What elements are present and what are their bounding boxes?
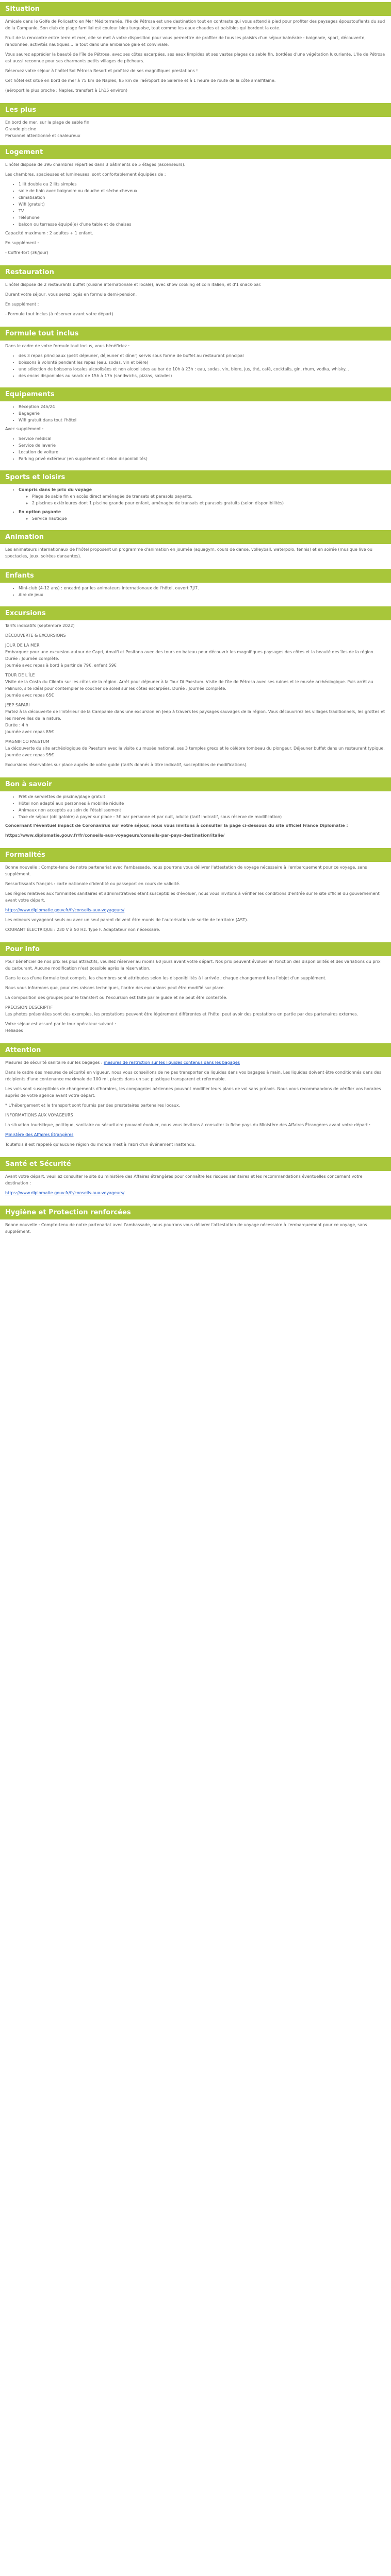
list-item: • boissons à volonté pendant les repas (eau, sodas, vin et bière) (19, 359, 386, 366)
section-title-animation: Animation (0, 530, 391, 544)
excursions-paragraph: DÉCOUVERTE & EXCURSIONS (5, 633, 66, 638)
sports-subtitle: En option payante (19, 510, 61, 514)
section-title-attention: Attention (0, 1043, 391, 1057)
section-title-pourinfo: Pour info (0, 942, 391, 956)
attention-paragraph: Toutefois il est rappelé qu'aucune région du monde n'est à l'abri d'un événement inattendu. (5, 1142, 196, 1147)
list-item (19, 509, 386, 522)
list-item: • salle de bain avec baignoire ou douche et sèche-cheveux (19, 188, 386, 194)
pourinfo-paragraph: La composition des groupes pour le transfert ou l'excursion est faite par le guide et ne peut être contestée. (5, 995, 227, 1000)
pourinfo-paragraph: PRÉCISION DESCRIPTIF Les photos présentées sont des exemples, les prestations peuvent être légèrement différentes et l'hôtel peut avoir des prestations en partie par des partenaires externes. (5, 1005, 359, 1016)
list-item: • Animaux non acceptés au sein de l'établissement (19, 807, 386, 814)
list-item: • Aire de jeux (19, 591, 386, 598)
section-situation (0, 17, 391, 101)
section-title-enfants: Enfants (0, 569, 391, 583)
formalites-paragraph: Bonne nouvelle : Compte-tenu de notre partenariat avec l'ambassade, nous pourrons vous délivrer l'attestation de voyage nécessaire à l'embarquement pour ce voyage, sans supplément. (5, 865, 367, 876)
list-item: • balcon ou terrasse équipé(e) d'une table et de chaises (19, 221, 386, 228)
plus-item: Grande piscine (5, 127, 37, 131)
section-title-excursions: Excursions (0, 606, 391, 620)
excursions-paragraph: TOUR DE L'ÎLE Visite de la Costa du Cilento sur les côtes de la région. Arrêt pour déjeuner à la Tour Di Paestum. Visite de l'île de Pétrosa avec ses ruines et le musée archéologique. Puis arrêt au Palinuro, site idéal pour contempler le coucher de soleil sur les côtes escarpées. Durée : Journée complète. Journée avec repas 65€ (5, 673, 373, 698)
excursions-paragraph: Tarifs indicatifs (septembre 2022) (5, 623, 75, 628)
plus-item: Personnel attentionné et chaleureux (5, 133, 80, 138)
sante-paragraph: Avant votre départ, veuillez consulter le site du ministère des Affaires étrangères pour connaître les risques sanitaires et les recommandations éventuelles concernant votre destination : (5, 1174, 363, 1185)
formalites-paragraph: Les mineurs voyageant seuls ou avec un seul parent doivent être munis de l'autorisation de sortie de territoire (AST). (5, 918, 248, 922)
attention-text: Mesures de sécurité sanitaire sur les bagages : (5, 1060, 103, 1065)
formule-list (5, 352, 386, 379)
restauration-paragraph: Durant votre séjour, vous serez logés en formule demi-pension. (5, 292, 137, 297)
section-formule (0, 342, 391, 385)
list-item: • Parking privé extérieur (en supplément et selon disponibilités) (19, 455, 386, 462)
equipements-paragraph: Avec supplément : (5, 427, 44, 431)
section-animation (0, 545, 391, 567)
section-plus (0, 118, 391, 143)
attention-paragraph: INFORMATIONS AUX VOYAGEURS (5, 1113, 73, 1117)
section-formalites (0, 863, 391, 940)
excursions-paragraph: JEEP SAFARI Partez à la découverte de l'intérieur de la Campanie dans une excursion en Jeep à travers les paysages sauvages de la région. Vous découvrirez les villages traditionnels, les grottes et les merveilles de la nature. Durée : 4 h Journée avec repas 85€ (5, 703, 385, 734)
attention-paragraph: Dans le cadre des mesures de sécurité en vigueur, nous vous conseillons de ne pas transporter de liquides dans vos bagages à main. Les liquides doivent être conditionnés dans des récipients d'une contenance maximale de 100 ml, placés dans un sac plastique transparent et refermable. (5, 1070, 382, 1081)
list-item (19, 486, 386, 506)
attention-paragraph: La situation touristique, politique, sanitaire ou sécuritaire pouvant évoluer, nous vous invitons à consulter la fiche pays du Ministère des Affaires Étrangères avant votre départ : (5, 1123, 371, 1127)
section-attention (0, 1058, 391, 1155)
list-item: • Prêt de serviettes de piscine/plage gratuit (19, 793, 386, 800)
logement-paragraph: - Coffre-fort (3€/jour) (5, 250, 48, 255)
section-title-restauration: Restauration (0, 265, 391, 279)
section-logement (0, 160, 391, 263)
bonasavoir-paragraph: Concernant l'éventuel impact de Coronavirus sur votre séjour, nous vous invitons à consulter la page ci-dessous du site officiel France Diplomatie : (5, 823, 348, 828)
bagages-link[interactable]: mesures de restriction sur les liquides contenus dans les bagages (104, 1060, 240, 1065)
list-item: • 1 lit double ou 2 lits simples (19, 181, 386, 188)
list-item: • Mini-club (4-12 ans) : encadré par les animateurs internationaux de l'hôtel, ouvert 7j/7. (19, 585, 386, 591)
sports-sublist (19, 515, 386, 522)
list-item: • Wifi (gratuit) (19, 201, 386, 208)
section-title-formule: Formule tout inclus (0, 327, 391, 341)
section-enfants (0, 584, 391, 604)
section-sports (0, 485, 391, 528)
logement-paragraph: Les chambres, spacieuses et lumineuses, sont confortablement équipées de : (5, 172, 166, 177)
bonasavoir-list (5, 793, 386, 820)
sports-subtitle: Compris dans le prix du voyage (19, 487, 92, 492)
list-item: • Taxe de séjour (obligatoire) à payer sur place : 3€ par personne et par nuit, adulte (tarif indicatif, sous réserve de modification) (19, 814, 386, 820)
list-item: • Téléphone (19, 214, 386, 221)
sports-sublist (19, 493, 386, 506)
animation-paragraph: Les animateurs internationaux de l'hôtel proposent un programme d'animation en journée (aquagym, cours de danse, volleyball, waterpolo, tennis) et en soirée (musique live ou spectacles, jeux, soirées dansantes). (5, 547, 373, 558)
section-restauration (0, 280, 391, 325)
list-item: ◦ 2 piscines extérieures dont 1 piscine grande pour enfant, aménagée de transats et parasols gratuits (selon disponibilités) (32, 500, 386, 506)
list-item: • Service médical (19, 435, 386, 442)
logement-paragraph: Capacité maximum : 2 adultes + 1 enfant. (5, 231, 93, 235)
excursions-paragraph: JOUR DE LA MER Embarquez pour une excursion autour de Capri, Amalfi et Positano avec des tours en bateau pour découvrir les magnifiques paysages des côtes et la beauté des îles de la région. Durée : Journée complète. Journée avec repas à bord à partir de 79€, enfant 59€ (5, 643, 375, 668)
section-sante (0, 1172, 391, 1204)
list-item: • une sélection de boissons locales alcoolisées et non alcoolisées au bar de 10h à 23h : eau, sodas, vin, bière, jus, thé, café, cocktails, gin, rhum, vodka, whisky... (19, 366, 386, 372)
section-title-hygiene: Hygiène et Protection renforcées (0, 1206, 391, 1219)
section-title-sante: Santé et Sécurité (0, 1157, 391, 1171)
equipements-list (5, 403, 386, 423)
affaires-etrangeres-link[interactable]: Ministère des Affaires Étrangères (5, 1132, 74, 1137)
list-item: • TV (19, 208, 386, 214)
formalites-link[interactable]: https://www.diplomatie.gouv.fr/fr/conseils-aux-voyageurs/ (5, 908, 125, 912)
restauration-paragraph: - Formule tout inclus (à réserver avant votre départ) (5, 312, 113, 316)
formalites-paragraph: Les règles relatives aux formalités sanitaires et administratives étant susceptibles d'évoluer, nous vous invitons à vérifier les conditions d'entrée sur le site officiel du gouvernement avant votre départ. (5, 891, 380, 903)
situation-paragraph: Amicale dans le Golfe de Policastro en Mer Méditerranée, l'Ile de Pétrosa est une destination tout en contraste qui vous attend à pied pour profiter des paysages époustouflants du sud de la Campanie. Son club de plage familial est couleur bleu turquoise, tout comme les eaux chaudes et paisibles qui bordent la cote. (5, 19, 385, 30)
section-title-formalites: Formalités (0, 848, 391, 862)
sports-list (5, 486, 386, 522)
situation-paragraph: Fruit de la rencontre entre terre et mer, elle se met à votre disposition pour vous permettre de profiter de tous les plaisirs d'un séjour balnéaire : baignade, sport, découverte, randonnée, activités nautiques... le tout dans une ambiance gaie et conviviale. (5, 36, 366, 47)
attention-paragraph (5, 1059, 386, 1066)
restauration-paragraph: En supplément : (5, 302, 39, 307)
situation-paragraph: Réservez votre séjour à l'hôtel Sol Pétrosa Resort et profitez de ses magnifiques prestations ! (5, 69, 198, 73)
equipements-list-paid (5, 435, 386, 462)
enfants-list (5, 585, 386, 598)
section-pourinfo (0, 957, 391, 1041)
sante-link[interactable]: https://www.diplomatie.gouv.fr/fr/conseils-aux-voyageurs/ (5, 1191, 125, 1195)
formule-paragraph: Dans le cadre de votre formule tout inclus, vous bénéficiez : (5, 344, 130, 348)
excursions-paragraph: Excursions réservables sur place auprès de votre guide (tarifs donnés à titre indicatif, susceptibles de modifications). (5, 762, 248, 767)
list-item: • Service de laverie (19, 442, 386, 449)
logement-paragraph: En supplément : (5, 241, 39, 245)
list-item: ◦ Service nautique (32, 515, 386, 522)
section-bonasavoir (0, 792, 391, 846)
plus-item: En bord de mer, sur la plage de sable fin (5, 120, 90, 125)
pourinfo-paragraph: Nous vous informons que, pour des raisons techniques, l'ordre des excursions peut être modifié sur place. (5, 986, 225, 990)
list-item: • Hôtel non adapté aux personnes à mobilité réduite (19, 800, 386, 807)
attention-paragraph: Les vols sont susceptibles de changements d'horaires, les compagnies aériennes pouvant modifier leurs plans de vol sans préavis. Nous vous recommandons de vérifier vos horaires auprès de votre agence avant votre départ. (5, 1087, 381, 1098)
list-item: • Wifi gratuit dans tout l'hôtel (19, 417, 386, 423)
section-title-bonasavoir: Bon à savoir (0, 777, 391, 791)
section-title-logement: Logement (0, 145, 391, 159)
situation-paragraph: (aéroport le plus proche : Naples, transfert à 1h15 environ) (5, 88, 128, 93)
excursions-paragraph: MAGNIFICO PAESTUM La découverte du site archéologique de Paestum avec la visite du musée national, ses 3 temples grecs et le célèbre tombeau du plongeur. Déjeuner buffet dans un restaurant typique. Journée avec repas 95€ (5, 739, 385, 757)
section-excursions (0, 621, 391, 775)
pourinfo-paragraph: Pour bénéficier de nos prix les plus attractifs, veuillez réserver au moins 60 jours avant votre départ. Nos prix peuvent évoluer en fonction des disponibilités et des variations du prix du carburant. Aucune modification n'est possible après la réservation. (5, 959, 381, 971)
list-item: • climatisation (19, 194, 386, 201)
formalites-paragraph: Ressortissants français : carte nationale d'identité ou passeport en cours de validité. (5, 882, 181, 886)
attention-paragraph: * L'hébergement et le transport sont fournis par des prestataires partenaires locaux. (5, 1103, 181, 1108)
situation-paragraph: Cet hôtel est situé en bord de mer à 75 km de Naples, 85 km de l'aéroport de Salerne et à 1 heure de route de la côte amalfitaine. (5, 78, 276, 83)
list-item: • des 3 repas principaux (petit déjeuner, déjeuner et dîner) servis sous forme de buffet au restaurant principal (19, 352, 386, 359)
list-item: • des encas disponibles au snack de 15h à 17h (sandwichs, pizzas, salades) (19, 372, 386, 379)
hygiene-paragraph: Bonne nouvelle : Compte-tenu de notre partenariat avec l'ambassade, nous pourrons vous délivrer l'attestation de voyage nécessaire à l'embarquement pour ce voyage, sans supplément. (5, 1223, 367, 1234)
section-title-sports: Sports et loisirs (0, 470, 391, 484)
formalites-paragraph: COURANT ÉLECTRIQUE : 230 V à 50 Hz. Type F. Adaptateur non nécessaire. (5, 927, 160, 932)
list-item: ◦ Plage de sable fin en accès direct aménagée de transats et parasols payants. (32, 493, 386, 500)
logement-paragraph: L'hôtel dispose de 396 chambres réparties dans 3 bâtiments de 5 étages (ascenseurs). (5, 162, 186, 167)
situation-paragraph: Vous saurez apprécier la beauté de l'île de Pétrosa, avec ses côtes escarpées, ses eaux limpides et ses vastes plages de sable fin, bordées d'une végétation luxuriante. L'Ile de Pétrosa est aussi reconnue pour ses charmants petits villages de pêcheurs. (5, 52, 385, 63)
list-item: • Location de voiture (19, 449, 386, 455)
section-equipements (0, 402, 391, 468)
list-item: • Réception 24h/24 (19, 403, 386, 410)
section-title-plus: Les plus (0, 103, 391, 117)
section-title-situation: Situation (0, 2, 391, 16)
pourinfo-paragraph: Votre séjour est assuré par le tour opérateur suivant : Héliades (5, 1022, 117, 1033)
restauration-paragraph: L'hôtel dispose de 2 restaurants buffet (cuisine internationale et locale), avec show cooking et coin italien, et d'1 snack-bar. (5, 282, 262, 287)
list-item: • Bagagerie (19, 410, 386, 417)
section-title-equipements: Equipements (0, 387, 391, 401)
logement-list (5, 181, 386, 228)
section-hygiene (0, 1221, 391, 1242)
pourinfo-paragraph: Dans le cas d'une formule tout compris, les chambres sont attribuées selon les disponibilités à l'arrivée ; chaque changement fera l'objet d'un supplément. (5, 976, 327, 980)
bonasavoir-link[interactable]: https://www.diplomatie.gouv.fr/fr/conseils-aux-voyageurs/conseils-par-pays-destination/italie/ (5, 833, 225, 838)
